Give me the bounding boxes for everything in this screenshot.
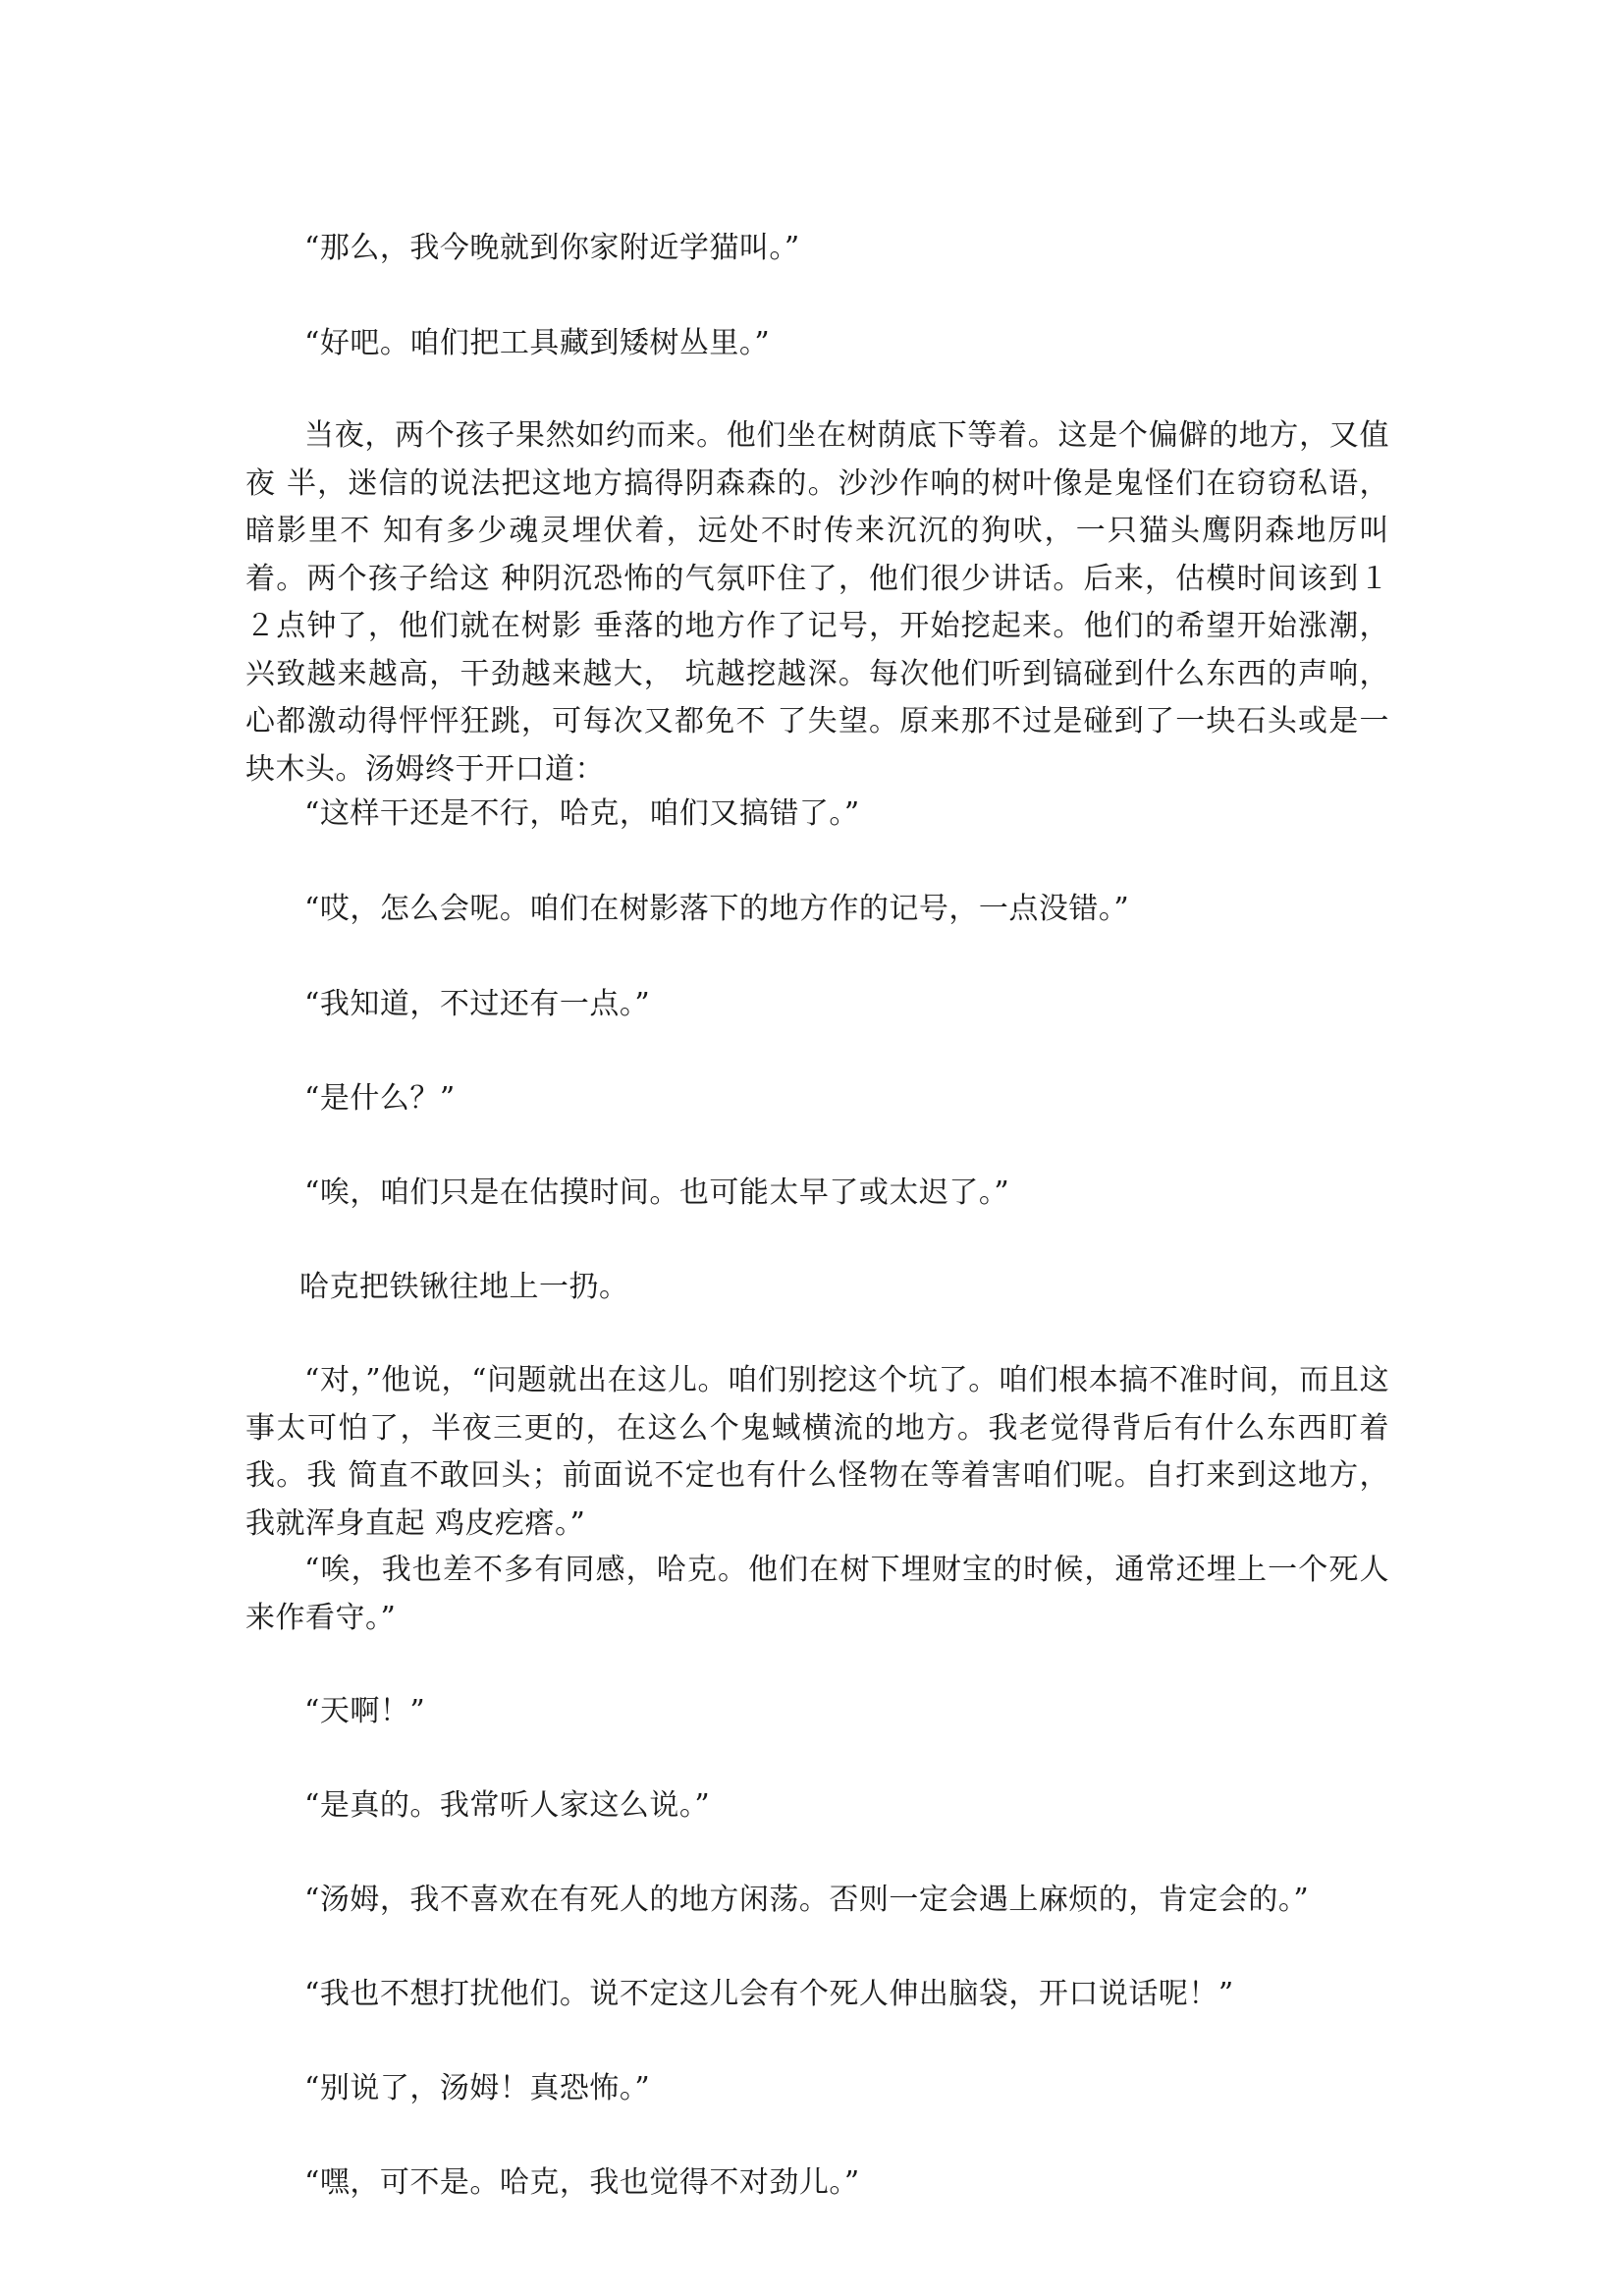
paragraph-15: “我也不想打扰他们。说不定这儿会有个死人伸出脑袋，开口说话呢！” <box>304 1977 1234 2011</box>
paragraph-1: “那么，我今晚就到你家附近学猫叫。” <box>304 231 800 265</box>
paragraph-9: 哈克把铁锹往地上一扔。 <box>299 1270 629 1304</box>
paragraph-11: “唉，我也差不多有同感，哈克。他们在树下埋财宝的时候，通常还埋上一个死人来作看守。” <box>245 1553 1389 1635</box>
paragraph-3: 当夜，两个孩子果然如约而来。他们坐在树荫底下等着。这是个偏僻的地方，又值夜 半，迷信的说法把这地方搞得阴森森的。沙沙作响的树叶像是鬼怪们在窃窃私语，暗影里不 知有多少魂灵埋伏着，远处不时传来沉沉的狗吠，一只猫头鹰阴森地厉叫着。两个孩子给这 种阴沉恐怖的气氛吓住了，他们很少讲话。后来，估模时间该到１２点钟了，他们就在树影 垂落的地方作了记号，开始挖起来。他们的希望开始涨潮，兴致越来越高，干劲越来越大， 坑越挖越深。每次他们听到镐碰到什么东西的声响，心都激动得怦怦狂跳，可每次又都免不 了失望。原来那不过是碰到了一块石头或是一块木头。汤姆终于开口道： <box>245 418 1389 787</box>
paragraph-4: “这样干还是不行，哈克，咱们又搞错了。” <box>304 796 860 831</box>
paragraph-5: “哎，怎么会呢。咱们在树影落下的地方作的记号，一点没错。” <box>304 892 1130 926</box>
paragraph-14: “汤姆，我不喜欢在有死人的地方闲荡。否则一定会遇上麻烦的，肯定会的。” <box>304 1883 1310 1917</box>
paragraph-13: “是真的。我常听人家这么说。” <box>304 1788 711 1823</box>
paragraph-16: “别说了，汤姆！真恐怖。” <box>304 2071 651 2105</box>
paragraph-6: “我知道，不过还有一点。” <box>304 987 651 1021</box>
paragraph-17: “嘿，可不是。哈克，我也觉得不对劲儿。” <box>304 2165 860 2200</box>
paragraph-10: “对，”他说，“问题就出在这儿。咱们别挖这个坑了。咱们根本搞不准时间，而且这 事太可怕了，半夜三更的，在这么个鬼蜮横流的地方。我老觉得背后有什么东西盯着我。我 简直不敢回头；前面说不定也有什么怪物在等着害咱们呢。自打来到这地方，我就浑身直起 鸡皮疙瘩。” <box>245 1363 1389 1541</box>
paragraph-7: “是什么？” <box>304 1081 456 1116</box>
paragraph-2: “好吧。咱们把工具藏到矮树丛里。” <box>304 326 771 360</box>
paragraph-8: “唉，咱们只是在估摸时间。也可能太早了或太迟了。” <box>304 1175 1010 1210</box>
paragraph-12: “天啊！” <box>304 1694 426 1728</box>
